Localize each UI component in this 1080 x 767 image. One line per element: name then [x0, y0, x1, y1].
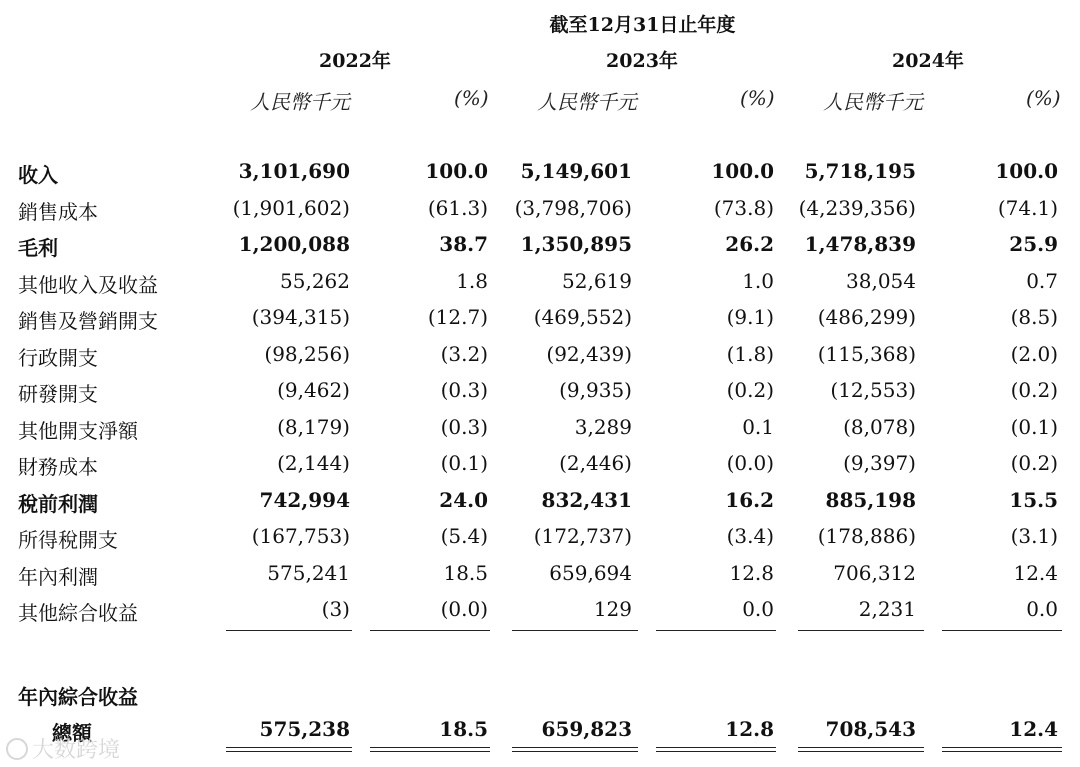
table-row: [0, 196, 1080, 232]
row-label: 財務成本: [18, 455, 98, 479]
table-row: [0, 415, 1080, 451]
cell-2023-pct: (0.2): [726, 378, 774, 402]
cell-2023-pct: 100.0: [711, 159, 774, 183]
cell-2022-pct: 24.0: [439, 487, 488, 512]
total-double-rule-1: [226, 747, 352, 752]
cell-2024-rmb: 706,312: [833, 560, 916, 585]
cell-2022-pct: (0.3): [440, 378, 488, 402]
cell-2024-pct: 0.0: [1026, 597, 1058, 621]
cell-2023-rmb: (92,439): [546, 341, 632, 366]
subtotal-rule-6: [942, 630, 1062, 631]
cell-2024-pct: (0.2): [1010, 451, 1058, 475]
row-label: 銷售及營銷開支: [18, 309, 158, 333]
unit-rmb-2022: 人民幣千元: [250, 90, 350, 114]
subtotal-rule-4: [656, 630, 776, 631]
cell-2024-pct: (0.1): [1010, 414, 1058, 439]
cell-2024-pct: (74.1): [997, 195, 1058, 220]
cell-2022-pct: (0.0): [440, 597, 488, 621]
cell-2022-pct: (0.3): [440, 414, 488, 439]
total-label-line1: 年內綜合收益: [18, 685, 138, 709]
total-double-rule-3: [512, 747, 638, 752]
cell-2023-rmb: (9,935): [559, 378, 632, 402]
cell-2023-pct: 0.1: [742, 414, 774, 439]
cell-2024-pct: 25.9: [1009, 232, 1058, 256]
watermark-text: 大数跨境: [32, 738, 121, 763]
cell-2022-rmb: 1,200,088: [238, 232, 350, 256]
cell-2023-pct: (1.8): [726, 341, 774, 366]
subtotal-rule-1: [226, 630, 352, 631]
cell-2023-rmb: 832,431: [541, 487, 632, 512]
total-2023-pct: 12.8: [725, 717, 774, 741]
cell-2023-pct: 0.0: [742, 597, 774, 621]
total-2022-pct: 18.5: [439, 717, 488, 741]
cell-2022-rmb: (1,901,602): [232, 195, 350, 220]
cell-2023-pct: 16.2: [725, 487, 774, 512]
subtotal-rule-3: [512, 630, 638, 631]
cell-2022-pct: 38.7: [439, 232, 488, 256]
unit-rmb-2024: 人民幣千元: [823, 90, 923, 114]
total-double-rule-4: [656, 747, 776, 752]
cell-2024-pct: 0.7: [1026, 268, 1058, 293]
table-row: [0, 232, 1080, 268]
cell-2022-rmb: (2,144): [277, 451, 350, 475]
row-label: 所得稅開支: [18, 528, 118, 552]
cell-2024-pct: (8.5): [1010, 305, 1058, 329]
table-row: [0, 488, 1080, 524]
watermark-logo-icon: [6, 738, 28, 760]
table-row: [0, 597, 1080, 633]
table-row: [0, 269, 1080, 305]
row-label: 其他綜合收益: [18, 601, 138, 625]
cell-2024-pct: 100.0: [995, 159, 1058, 183]
cell-2023-pct: (3.4): [726, 524, 774, 548]
cell-2024-rmb: 885,198: [825, 487, 916, 512]
cell-2024-rmb: 5,718,195: [804, 159, 916, 183]
cell-2022-pct: (12.7): [427, 305, 488, 329]
cell-2022-rmb: (394,315): [251, 305, 350, 329]
total-2022-rmb: 575,238: [259, 717, 350, 741]
total-double-rule-6: [942, 747, 1062, 752]
cell-2022-pct: 1.8: [456, 268, 488, 293]
unit-pct-2023: (%): [740, 86, 775, 110]
cell-2024-pct: 12.4: [1013, 560, 1058, 585]
cell-2022-rmb: 742,994: [259, 487, 350, 512]
cell-2024-rmb: 2,231: [858, 597, 916, 621]
cell-2023-rmb: (172,737): [533, 524, 632, 548]
cell-2022-pct: 100.0: [425, 159, 488, 183]
total-2023-rmb: 659,823: [541, 717, 632, 741]
row-label: 稅前利潤: [18, 491, 98, 516]
cell-2022-rmb: (3): [321, 597, 350, 621]
cell-2022-pct: 18.5: [443, 560, 488, 585]
subtotal-rule-2: [370, 630, 490, 631]
row-label: 其他收入及收益: [18, 272, 158, 297]
row-label: 收入: [18, 163, 58, 187]
cell-2024-pct: 15.5: [1009, 487, 1058, 512]
cell-2022-rmb: 3,101,690: [238, 159, 350, 183]
table-row: [0, 305, 1080, 341]
cell-2023-rmb: (3,798,706): [514, 195, 632, 220]
watermark: [6, 733, 120, 764]
cell-2023-rmb: 129: [593, 597, 632, 621]
cell-2023-rmb: 659,694: [549, 560, 632, 585]
cell-2023-rmb: (469,552): [533, 305, 632, 329]
cell-2022-pct: (3.2): [440, 341, 488, 366]
row-label: 年內利潤: [18, 564, 98, 589]
cell-2024-rmb: (4,239,356): [798, 195, 916, 220]
table-row: [0, 378, 1080, 414]
cell-2022-pct: (61.3): [427, 195, 488, 220]
cell-2024-rmb: (178,886): [817, 524, 916, 548]
total-label-line2: 總額: [52, 721, 92, 745]
cell-2022-rmb: (9,462): [277, 378, 350, 402]
unit-pct-2024: (%): [1026, 86, 1061, 110]
year-2024: 2024年: [892, 50, 964, 72]
cell-2024-rmb: 38,054: [846, 268, 916, 293]
cell-2024-pct: (2.0): [1010, 341, 1058, 366]
total-double-rule-5: [798, 747, 924, 752]
cell-2023-rmb: 5,149,601: [520, 159, 632, 183]
table-row: [0, 342, 1080, 378]
unit-rmb-2023: 人民幣千元: [537, 90, 637, 114]
cell-2022-rmb: 575,241: [267, 560, 350, 585]
cell-2022-rmb: 55,262: [280, 268, 350, 293]
year-2022: 2022年: [319, 50, 391, 72]
year-2023: 2023年: [606, 50, 678, 72]
total-double-rule-2: [370, 747, 490, 752]
cell-2023-pct: (73.8): [713, 195, 774, 220]
cell-2022-rmb: (167,753): [251, 524, 350, 548]
subtotal-rule-5: [798, 630, 924, 631]
cell-2023-pct: 1.0: [742, 268, 774, 293]
cell-2023-pct: 26.2: [725, 232, 774, 256]
table-row: [0, 561, 1080, 597]
cell-2023-rmb: 1,350,895: [520, 232, 632, 256]
cell-2023-pct: 12.8: [729, 560, 774, 585]
cell-2023-rmb: 52,619: [562, 268, 632, 293]
row-label: 毛利: [18, 236, 58, 260]
cell-2023-pct: (9.1): [726, 305, 774, 329]
cell-2023-rmb: 3,289: [574, 414, 632, 439]
cell-2023-rmb: (2,446): [559, 451, 632, 475]
total-2024-rmb: 708,543: [825, 717, 916, 741]
cell-2023-pct: (0.0): [726, 451, 774, 475]
cell-2024-rmb: (486,299): [817, 305, 916, 329]
table-row: [0, 451, 1080, 487]
cell-2022-pct: (5.4): [440, 524, 488, 548]
cell-2024-rmb: 1,478,839: [804, 232, 916, 256]
cell-2024-rmb: (115,368): [817, 341, 916, 366]
row-label: 其他開支淨額: [18, 418, 138, 443]
unit-pct-2022: (%): [454, 86, 489, 110]
total-2024-pct: 12.4: [1009, 717, 1058, 741]
cell-2024-pct: (3.1): [1010, 524, 1058, 548]
cell-2024-rmb: (8,078): [843, 414, 916, 439]
cell-2022-pct: (0.1): [440, 451, 488, 475]
row-label: 銷售成本: [18, 199, 98, 224]
cell-2024-rmb: (12,553): [830, 378, 916, 402]
table-row: [0, 524, 1080, 560]
table-row: [0, 159, 1080, 195]
period-header: 截至12月31日止年度: [549, 14, 736, 36]
cell-2022-rmb: (8,179): [277, 414, 350, 439]
cell-2024-pct: (0.2): [1010, 378, 1058, 402]
cell-2022-rmb: (98,256): [264, 341, 350, 366]
row-label: 行政開支: [18, 345, 98, 370]
row-label: 研發開支: [18, 382, 98, 406]
cell-2024-rmb: (9,397): [843, 451, 916, 475]
